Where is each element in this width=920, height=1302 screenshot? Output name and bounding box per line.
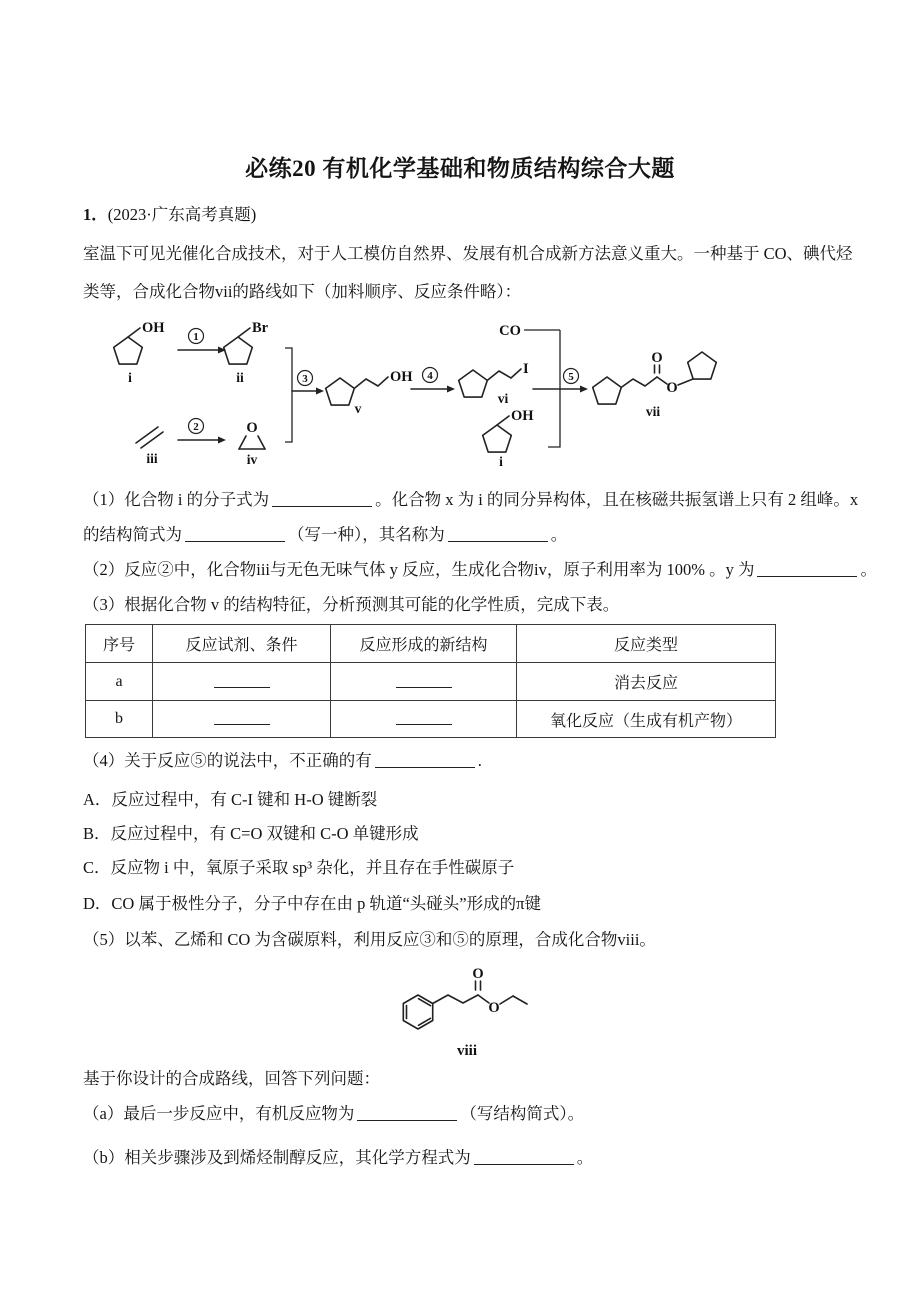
answer-blank — [375, 755, 475, 768]
bracket-left — [285, 348, 292, 442]
iodine-label: I — [523, 361, 529, 377]
answer-blank — [185, 529, 285, 542]
q2-text-2: 。 — [860, 560, 877, 579]
compound-ii-label: ii — [236, 370, 244, 385]
option-b: B．反应过程中，有 C=O 双键和 C-O 单键形成 — [83, 824, 419, 843]
arrow-step-2 — [178, 419, 226, 444]
question-1-line-1 — [83, 489, 858, 511]
qa-text-2: （写结构简式）。 — [460, 1104, 585, 1123]
answer-blank — [474, 1152, 574, 1165]
properties-table — [85, 624, 776, 738]
row-b-structure — [331, 701, 517, 738]
question-3: （3）根据化合物 v 的结构特征，分析预测其可能的化学性质，完成下表。 — [83, 595, 620, 614]
question-source: (2023·广东高考真题) — [107, 205, 257, 224]
compound-i-repeat-structure — [483, 408, 535, 469]
answer-blank — [396, 712, 452, 725]
qb-text-2: 。 — [576, 1148, 594, 1167]
compound-iii-label: iii — [146, 451, 158, 466]
q1-text-2: 。化合物 x 为 i 的同分异构体，且在核磁共振氢谱上只有 2 组峰。x — [375, 490, 859, 509]
compound-iv-structure — [239, 420, 265, 467]
oh-label-i2: OH — [511, 408, 534, 424]
table-header-type: 反应类型 — [517, 625, 776, 663]
option-a: A．反应过程中，有 C-I 键和 H-O 键断裂 — [83, 790, 378, 809]
row-a-type: 消去反应 — [517, 663, 776, 701]
step-5-number: 5 — [568, 371, 574, 383]
reaction-scheme — [90, 315, 780, 480]
question-5: （5）以苯、乙烯和 CO 为含碳原料，利用反应③和⑤的原理，合成化合物viii。 — [83, 930, 656, 949]
oh-label-v: OH — [390, 369, 413, 385]
oh-label: OH — [142, 320, 165, 336]
table-header-row — [86, 625, 776, 663]
question-a — [83, 1103, 584, 1125]
q4-text-1: （4）关于反应⑤的说法中，不正确的有 — [83, 751, 372, 770]
table-header-structure: 反应形成的新结构 — [331, 625, 517, 663]
br-label: Br — [252, 320, 269, 336]
intro-line-2: 类等，合成化合物vii的路线如下（加料顺序、反应条件略）： — [83, 282, 522, 301]
viii-carbonyl-o-label: O — [472, 966, 484, 982]
answer-blank — [396, 675, 452, 688]
compound-ii-structure — [224, 320, 269, 385]
table-row-b — [86, 701, 776, 738]
row-b-type: 氧化反应（生成有机产物） — [517, 701, 776, 738]
arrow-step-1 — [178, 329, 226, 354]
q1-text-5: 。 — [550, 525, 568, 544]
compound-i-structure — [114, 320, 166, 385]
arrow-step-4 — [411, 368, 455, 393]
step-3-number: 3 — [302, 373, 308, 385]
table-row-a — [86, 663, 776, 701]
row-a-reagents — [153, 663, 331, 701]
row-a-structure — [331, 663, 517, 701]
viii-ester-o-label: O — [488, 1000, 500, 1016]
row-b-id: b — [86, 701, 153, 738]
q1-text-1: （1）化合物 i 的分子式为 — [83, 490, 270, 509]
step-2-number: 2 — [193, 421, 199, 433]
option-c: C．反应物 i 中，氧原子采取 sp³ 杂化，并且存在手性碳原子 — [83, 858, 515, 877]
co-label: CO — [499, 323, 521, 339]
qb-text-1: （b）相关步骤涉及到烯烃制醇反应，其化学方程式为 — [83, 1148, 471, 1167]
compound-iv-label: iv — [246, 452, 258, 467]
compound-v-label: v — [354, 401, 362, 416]
q4-text-2: . — [477, 751, 482, 770]
table-header-index: 序号 — [86, 625, 153, 663]
q2-text-1: （2）反应②中，化合物iii与无色无味气体 y 反应，生成化合物iv，原子利用率为 100% 。y 为 — [83, 560, 755, 579]
answer-blank — [448, 529, 548, 542]
compound-i-repeat-label: i — [499, 454, 503, 469]
compound-viii-label: viii — [456, 1043, 478, 1059]
q1-text-3: 的结构简式为 — [83, 525, 182, 544]
compound-i-label: i — [128, 370, 132, 385]
compound-vii-label: vii — [645, 404, 661, 419]
compound-iii-structure — [136, 427, 163, 466]
answer-blank — [272, 494, 372, 507]
row-a-id: a — [86, 663, 153, 701]
compound-vi-label: vi — [497, 391, 509, 406]
carbonyl-o-label: O — [651, 350, 663, 366]
page-title: 必练20 有机化学基础和物质结构综合大题 — [245, 156, 675, 181]
q1-text-4: （写一种），其名称为 — [288, 525, 445, 544]
closing-intro: 基于你设计的合成路线，回答下列问题： — [83, 1069, 380, 1088]
arrow-step-3 — [292, 371, 324, 395]
answer-blank — [757, 564, 857, 577]
compound-vi-structure — [459, 361, 529, 406]
step-1-number: 1 — [193, 331, 199, 343]
compound-v-structure — [326, 369, 414, 416]
answer-blank — [214, 675, 270, 688]
question-header — [83, 204, 256, 226]
ester-chain — [433, 966, 527, 1016]
row-b-reagents — [153, 701, 331, 738]
compound-viii-structure — [350, 955, 600, 1063]
intro-line-1: 室温下可见光催化合成技术，对于人工模仿自然界、发展有机合成新方法意义重大。一种基于 CO、碘代烃 — [83, 244, 853, 263]
compound-vii-structure — [593, 350, 717, 419]
step-4-number: 4 — [427, 370, 433, 382]
qa-text-1: （a）最后一步反应中，有机反应物为 — [83, 1104, 355, 1123]
answer-blank — [357, 1108, 457, 1121]
co-reagent — [499, 323, 560, 339]
benzene-ring — [403, 995, 432, 1029]
question-4 — [83, 750, 482, 772]
answer-blank — [214, 712, 270, 725]
option-d: D．CO 属于极性分子，分子中存在由 p 轨道“头碰头”形成的π键 — [83, 894, 541, 913]
question-2 — [83, 559, 877, 581]
question-number: 1． — [83, 205, 108, 224]
epoxide-o-label: O — [246, 420, 258, 436]
table-header-reagents: 反应试剂、条件 — [153, 625, 331, 663]
ester-o-label: O — [666, 380, 678, 396]
question-b — [83, 1147, 593, 1169]
question-1-line-2 — [83, 524, 567, 546]
